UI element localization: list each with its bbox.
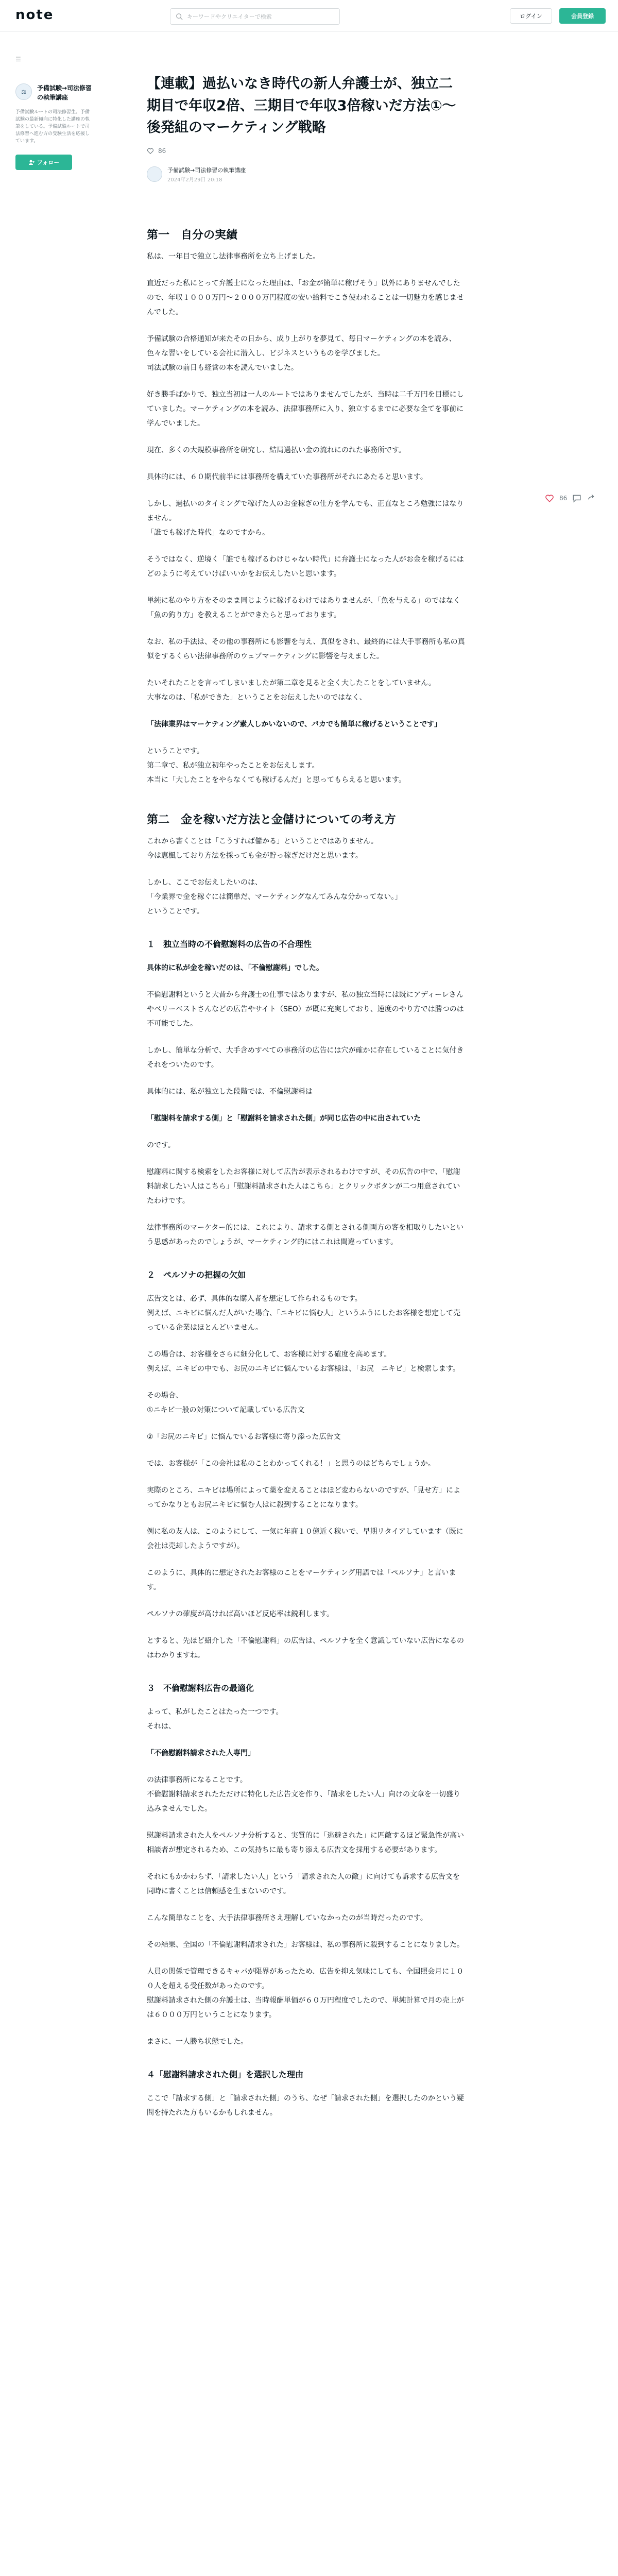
top-header [0,0,618,32]
paragraph: 具体的には、６０期代前半には事務所を構えていた事務所がそれにあたると思います。 [147,473,427,482]
section-heading: 第二 金を稼いだ方法と金儲けについての考え方 [147,814,396,827]
paragraph: その結果、全国の「不倫慰謝料請求された」お客様は、私の事務所に殺到することになりました。 [147,1941,464,1950]
paragraph: とすると、先ほど紹介した「不倫慰謝料」の広告は、ペルソナを全く意識していない広告になるのはわかりますね。 [147,1637,464,1660]
search-icon [176,13,183,20]
paragraph: では、お客様が「この会社は私のことわかってくれる！」と思うのはどちらでしょうか。 [147,1460,435,1468]
like-summary[interactable] [147,147,466,155]
paragraph: しかし、ここでお伝えしたいのは、 「今業界で金を稼ぐには簡単だ、マーケティングなんてみんな分かってない。」 ということです。 [147,878,402,916]
paragraph: 実際のところ、ニキビは場所によって薬を変えることはほど変わらないのですが、「見せ方」によってかなりともお尻ニキビに悩む人はに殺到することになります。 [147,1486,460,1510]
paragraph: このように、具体的に想定されたお客様のことをマーケティング用語では「ペルソナ」と言います。 [147,1569,456,1592]
floating-actions [545,494,596,503]
creator-description: 予備試験ルートの司法修習生。予備試験の最新傾向に特化した講座の執筆をしている。予備試験ルートで司法修習へ進む方の受験生活を応援しています。 [15,110,90,144]
paragraph: こんな簡単なことを、大手法律事務所さえ理解していなかったのが当時だったのです。 [147,1914,427,1923]
magazine-icon[interactable]: ☰ [15,56,21,63]
paragraph: なお、私の手法は、その他の事務所にも影響を与え、真似をされ、最終的には大手事務所も私の真似をするくらい法律事務所のウェブマーケティングに影響を与えました。 [147,638,465,661]
paragraph: しかし、過払いのタイミングで稼げた人のお金稼ぎの仕方を学んでも、正直なところ勉強にはなりません。 「誰でも稼げた時代」なのですから。 [147,500,464,537]
signup-button[interactable]: 会員登録 [559,8,606,24]
paragraph: 「不倫慰謝料請求された人専門」 [147,1749,255,1758]
heart-icon [147,147,154,155]
paragraph: 単純に私のやり方をそのまま同じように稼げるわけではありませんが、「魚を与える」のではなく「魚の釣り方」を教えることができたらと思っております。 [147,597,460,620]
heart-icon[interactable] [545,494,554,503]
paragraph: よって、私がしたことはたった一つです。 それは、 [147,1708,283,1731]
comment-icon[interactable] [572,494,581,503]
paragraph: 例に私の友人は、このようにして、一気に年商１０億近く稼いで、早期リタイアしています（既に会社は売却したようですが）。 [147,1528,464,1551]
paragraph: ここで「請求する側」と「請求された側」のうち、なぜ「請求された側」を選択したのかという疑問を持たれた方もいるかもしれません。 [147,2094,464,2117]
creator-name[interactable]: 予備試験→司法修習の執筆講座 [37,84,92,101]
follow-button[interactable] [15,155,72,170]
float-like-count: 86 [559,495,568,502]
paragraph: 「法律業界はマーケティング素人しかいないので、バカでも簡単に稼げるということです」 [147,720,442,729]
section-heading: 第一 自分の実績 [147,228,238,242]
search-box[interactable] [170,8,340,25]
paragraph: それにもかかわらず、「請求したい人」という「請求された人の敵」に向けても訴求する広告文を同時に書くことは信頼感を生まないのです。 [147,1873,460,1896]
paragraph: 不倫慰謝料というと大昔から弁護士の仕事ではありますが、私の独立当時には既にアディーレさんやベリーベストさんなどの広告やサイト（SEO）が既に充実しており、速度のやり方では勝つのは不可能でした。 [147,991,464,1028]
paragraph: 好き勝手ばかりで、独立当初は一人のルートではありませんでしたが、当時は二千万円を目標にしていました。マーケティングの本を読み、法律事務所に入り、独立するまでに必要な全てを事前に学んでいました。 [147,391,464,428]
paragraph: 「慰謝料を請求する側」と「慰謝料を請求された側」が同じ広告の中に出されていた [147,1114,421,1123]
paragraph: その場合、 ①ニキビ一般の対策について記載している広告文 [147,1392,305,1415]
paragraph: まさに、一人勝ち状態でした。 [147,2038,248,2046]
paragraph: 具体的には、私が独立した段階では、不倫慰謝料は [147,1088,313,1096]
paragraph: そうではなく、逆境く「誰でも稼げるわけじゃない時代」に弁護士になった人がお金を稼げるにはどのように考えていけばいいかをお伝えしたいと思います。 [147,555,464,579]
article-title: 【連載】過払いなき時代の新人弁護士が、独立二期目で年収2倍、三期目で年収3倍稼いだ方法①〜後発組のマーケティング戦略 [147,76,456,136]
avatar[interactable]: ⚖ [15,83,32,100]
note-logo[interactable]: note [15,7,54,23]
paragraph: 慰謝料請求された人をペルソナ分析すると、実質的に「逃避された」に匹敵するほど緊急性が高い相談者が想定されるため、この気持ちに最も寄り添える広告文を採用する必要があります。 [147,1832,464,1855]
subsection-heading: ２ ペルソナの把握の欠如 [147,1270,246,1280]
sidebar [15,56,93,170]
paragraph: 具体的に私が金を稼いだのは、「不倫慰謝料」でした。 [147,964,323,973]
subsection-heading: ４「慰謝料請求された側」を選択した理由 [147,2070,304,2080]
subsection-heading: ３ 不倫慰謝料広告の最適化 [147,1683,254,1693]
creator-profile[interactable] [15,83,93,102]
article-body [147,226,466,2120]
share-icon[interactable] [587,494,596,503]
paragraph: 現在、多くの大規模事務所を研究し、結局過払い金の流れにのれた事務所です。 [147,446,406,455]
paragraph: ということです。 第二章で、私が独立初年やったことをお伝えします。 本当に「大したことをやらなくても稼げるんだ」と思ってもらえると思います。 [147,747,406,785]
publish-date: 2024年2月29日 20:18 [167,177,222,183]
subsection-heading: １ 独立当時の不倫慰謝料の広告の不合理性 [147,939,312,950]
paragraph: この場合は、お客様をさらに細分化して、お客様に対する確度を高めます。 例えば、ニキビの中でも、お尻のニキビに悩んでいるお客様は、「お尻 ニキビ」と検索します。 [147,1350,460,1374]
paragraph: 私は、一年目で独立し法律事務所を立ち上げました。 [147,252,320,261]
author-avatar[interactable] [147,166,162,182]
paragraph: しかし、簡単な分析で、大手含めすべての事務所の広告には穴が確かに存在していることに気付きそれをついたのです。 [147,1046,464,1070]
paragraph: ②「お尻のニキビ」に悩んでいるお客様に寄り添った広告文 [147,1433,341,1442]
search-input[interactable] [187,13,336,20]
person-add-icon [28,159,35,165]
paragraph: のです。 [147,1141,175,1150]
article [147,73,466,2132]
paragraph: 人員の関係で管理できるキャパが限界があったため、広告を抑え気味にしても、全国照会月に１００人を超える受任数があったのです。 慰謝料請求された側の弁護士は、当時報酬単価が６０万円程度でしたので、単純計算で月の売上がは６０００万円ということになります。 [147,1968,464,2020]
paragraph: ペルソナの確度が高ければ高いほど反応率は鋭利します。 [147,1610,334,1619]
paragraph: 慰謝料に関する検索をしたお客様に対して広告が表示されるわけですが、その広告の中で、「慰謝料請求したい人はこちら」「慰謝料請求された人はこちら」とクリックボタンが二つ用意されていたわけです。 [147,1168,460,1206]
author-name[interactable]: 予備試験→司法修習の執筆講座 [167,166,246,174]
follow-label: フォロー [37,159,60,166]
paragraph: 法律事務所のマーケター的には、これにより、請求する側とされる側両方の客を相取りしたいという思惑があったのでしょうが、マーケティング的にはこれは間違っています。 [147,1224,464,1247]
paragraph: たいそれたことを言ってしまいましたが第二章を見ると全く大したことをしていません。 大事なのは、「私ができた」ということをお伝えしたいのではなく、 [147,679,436,702]
paragraph: これから書くことは「こうすれば儲かる」ということではありません。 今は恵楓しており方法を採っても金が貯っ稼ぎだけだと思います。 [147,837,378,860]
paragraph: 予備試験の合格通知が来たその日から、成り上がりを夢見て、毎日マーケティングの本を読み、色々な習いをしている会社に潜入し、ビジネスというものを学びました。 司法試験の前日も経営の本を読んでいました。 [147,335,456,372]
author-row[interactable] [147,166,466,183]
paragraph: 広告文とは、必ず、具体的な購入者を想定して作られるものです。 例えば、ニキビに悩んだ人がいた場合、「ニキビに悩む人」というふうにしたお客様を想定して売っている企業はほとんどいません。 [147,1295,460,1332]
paragraph: 直近だった私にとって弁護士になった理由は、「お金が簡単に稼げそう」以外にありませんでしたので、年収１０００万円〜２０００万円程度の安い給料でこき使われることは一切魅力を感じませんでした。 [147,279,464,317]
like-count: 86 [158,147,166,155]
paragraph: の法律事務所になることです。 不倫慰謝料請求されたただけに特化した広告文を作り、「請求をしたい人」向けの文章を一切盛り込みませんでした。 [147,1776,460,1814]
login-button[interactable]: ログイン [510,8,552,24]
